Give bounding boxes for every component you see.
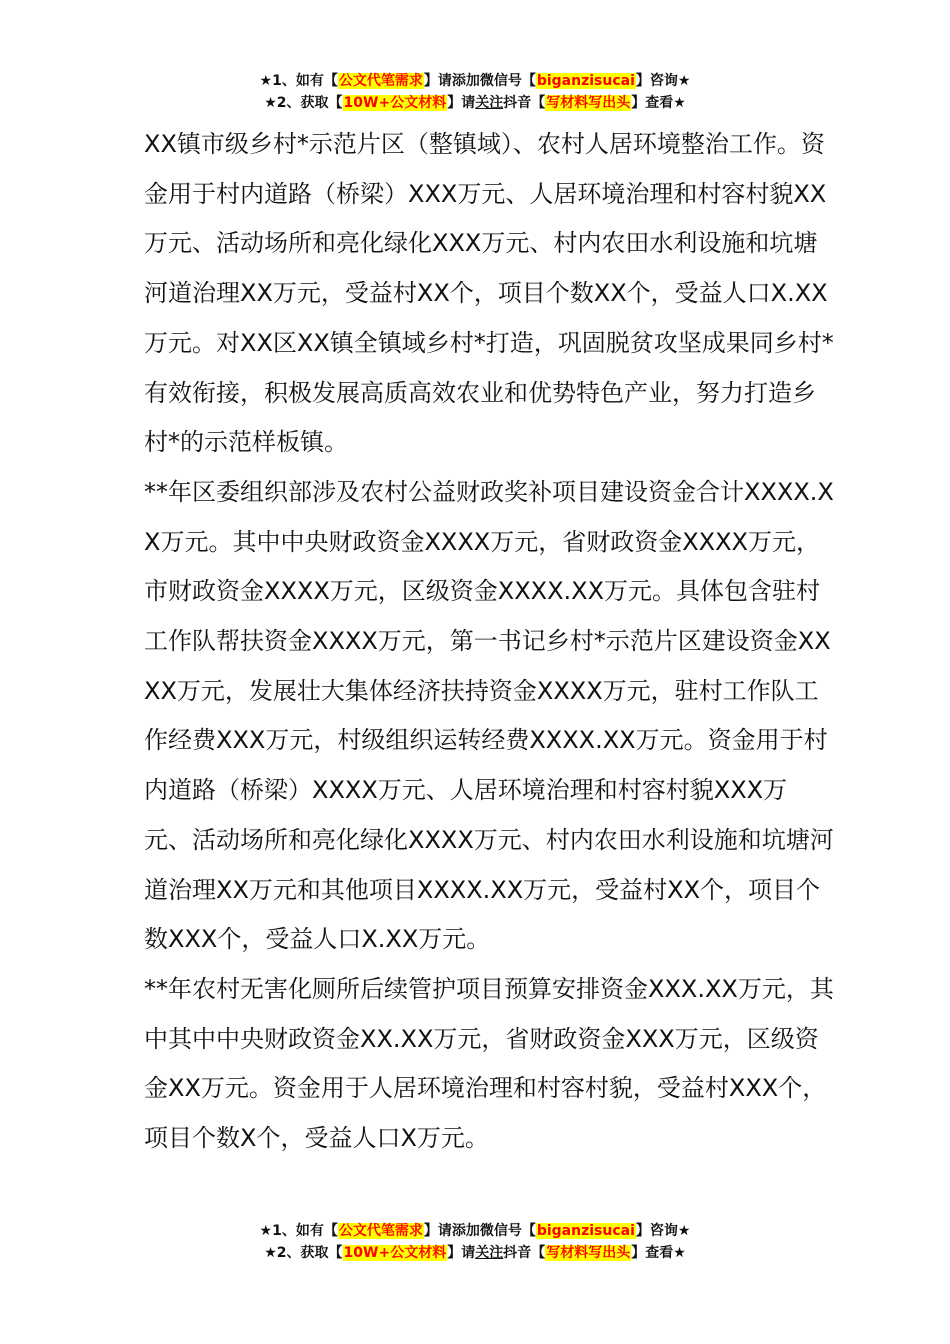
banner-emphasis: 添加 [451,1223,480,1239]
banner-text: 抖音【 [503,1245,546,1261]
banner-text: 】请 [447,1245,476,1261]
highlight-wechat-id: biganzisucai [536,73,635,89]
banner-text: 】请 [423,73,452,89]
star-icon: ★ [264,1245,277,1261]
star-icon: ★ [259,73,273,89]
highlight-service: 公文代笔需求 [338,73,423,89]
banner-text: 】查看★ [631,1245,686,1261]
banner-emphasis: 关注 [475,1245,504,1261]
highlight-service: 公文代笔需求 [338,1223,423,1239]
document-body [144,120,834,1164]
banner-text: 抖音【 [503,95,546,111]
paragraph-1: XX镇市级乡村*示范片区（整镇域）、农村人居环境整治工作。资金用于村内道路（桥梁）XXX万元、人居环境治理和村容村貌XX万元、活动场所和亮化绿化XXX万元、村内农田水利设施和坑塘河道治理XX万元，受益村XX个，项目个数XX个，受益人口X.XX万元。对XX区XX镇全镇域乡村*打造，巩固脱贫攻坚成果同乡村*有效衔接，积极发展高质高效农业和优势特色产业，努力打造乡村*的示范样板镇。 [144,130,834,457]
banner-text: 】咨询★ [635,1223,691,1239]
banner-text: 】查看★ [631,95,686,111]
header-banner [0,70,950,114]
banner-line-1 [0,70,950,92]
banner-text: 】请 [423,1223,452,1239]
footer-banner [0,1220,950,1264]
highlight-douyin-id: 写材料写出头 [546,1245,631,1261]
paragraph-2: **年区委组织部涉及农村公益财政奖补项目建设资金合计XXXX.XX万元。其中中央财政资金XXXX万元，省财政资金XXXX万元，市财政资金XXXX万元，区级资金XXXX.XX万元。具体包含驻村工作队帮扶资金XXXX万元，第一书记乡村*示范片区建设资金XXXX万元，发展壮大集体经济扶持资金XXXX万元，驻村工作队工作经费XXX万元，村级组织运转经费XXXX.XX万元。资金用于村内道路（桥梁）XXXX万元、人居环境治理和村容村貌XXX万元、活动场所和亮化绿化XXXX万元、村内农田水利设施和坑塘河道治理XX万元和其他项目XXXX.XX万元，受益村XX个，项目个数XXX个，受益人口X.XX万元。 [144,477,834,954]
banner-text: 2、获取【 [276,1245,343,1261]
banner-line-1 [0,1220,950,1242]
banner-text: 】咨询★ [635,73,691,89]
banner-text: 1、如有【 [272,1223,338,1239]
paragraph-3: **年农村无害化厕所后续管护项目预算安排资金XXX.XX万元，其中其中中央财政资金XX.XX万元，省财政资金XXX万元，区级资金XX万元。资金用于人居环境治理和村容村貌，受益村XXX个，项目个数X个，受益人口X万元。 [144,974,834,1153]
banner-text: 1、如有【 [272,73,338,89]
star-icon: ★ [259,1223,273,1239]
banner-emphasis: 添加 [451,73,480,89]
highlight-wechat-id: biganzisucai [536,1223,635,1239]
banner-emphasis: 关注 [475,95,504,111]
highlight-materials: 10W+公文材料 [343,1245,447,1261]
banner-line-2 [0,1242,950,1264]
banner-text: 2、获取【 [276,95,343,111]
banner-text: 】请 [447,95,476,111]
banner-text: 微信号【 [479,1223,536,1239]
highlight-douyin-id: 写材料写出头 [546,95,631,111]
banner-line-2 [0,92,950,114]
star-icon: ★ [264,95,277,111]
highlight-materials: 10W+公文材料 [343,95,447,111]
banner-text: 微信号【 [479,73,536,89]
